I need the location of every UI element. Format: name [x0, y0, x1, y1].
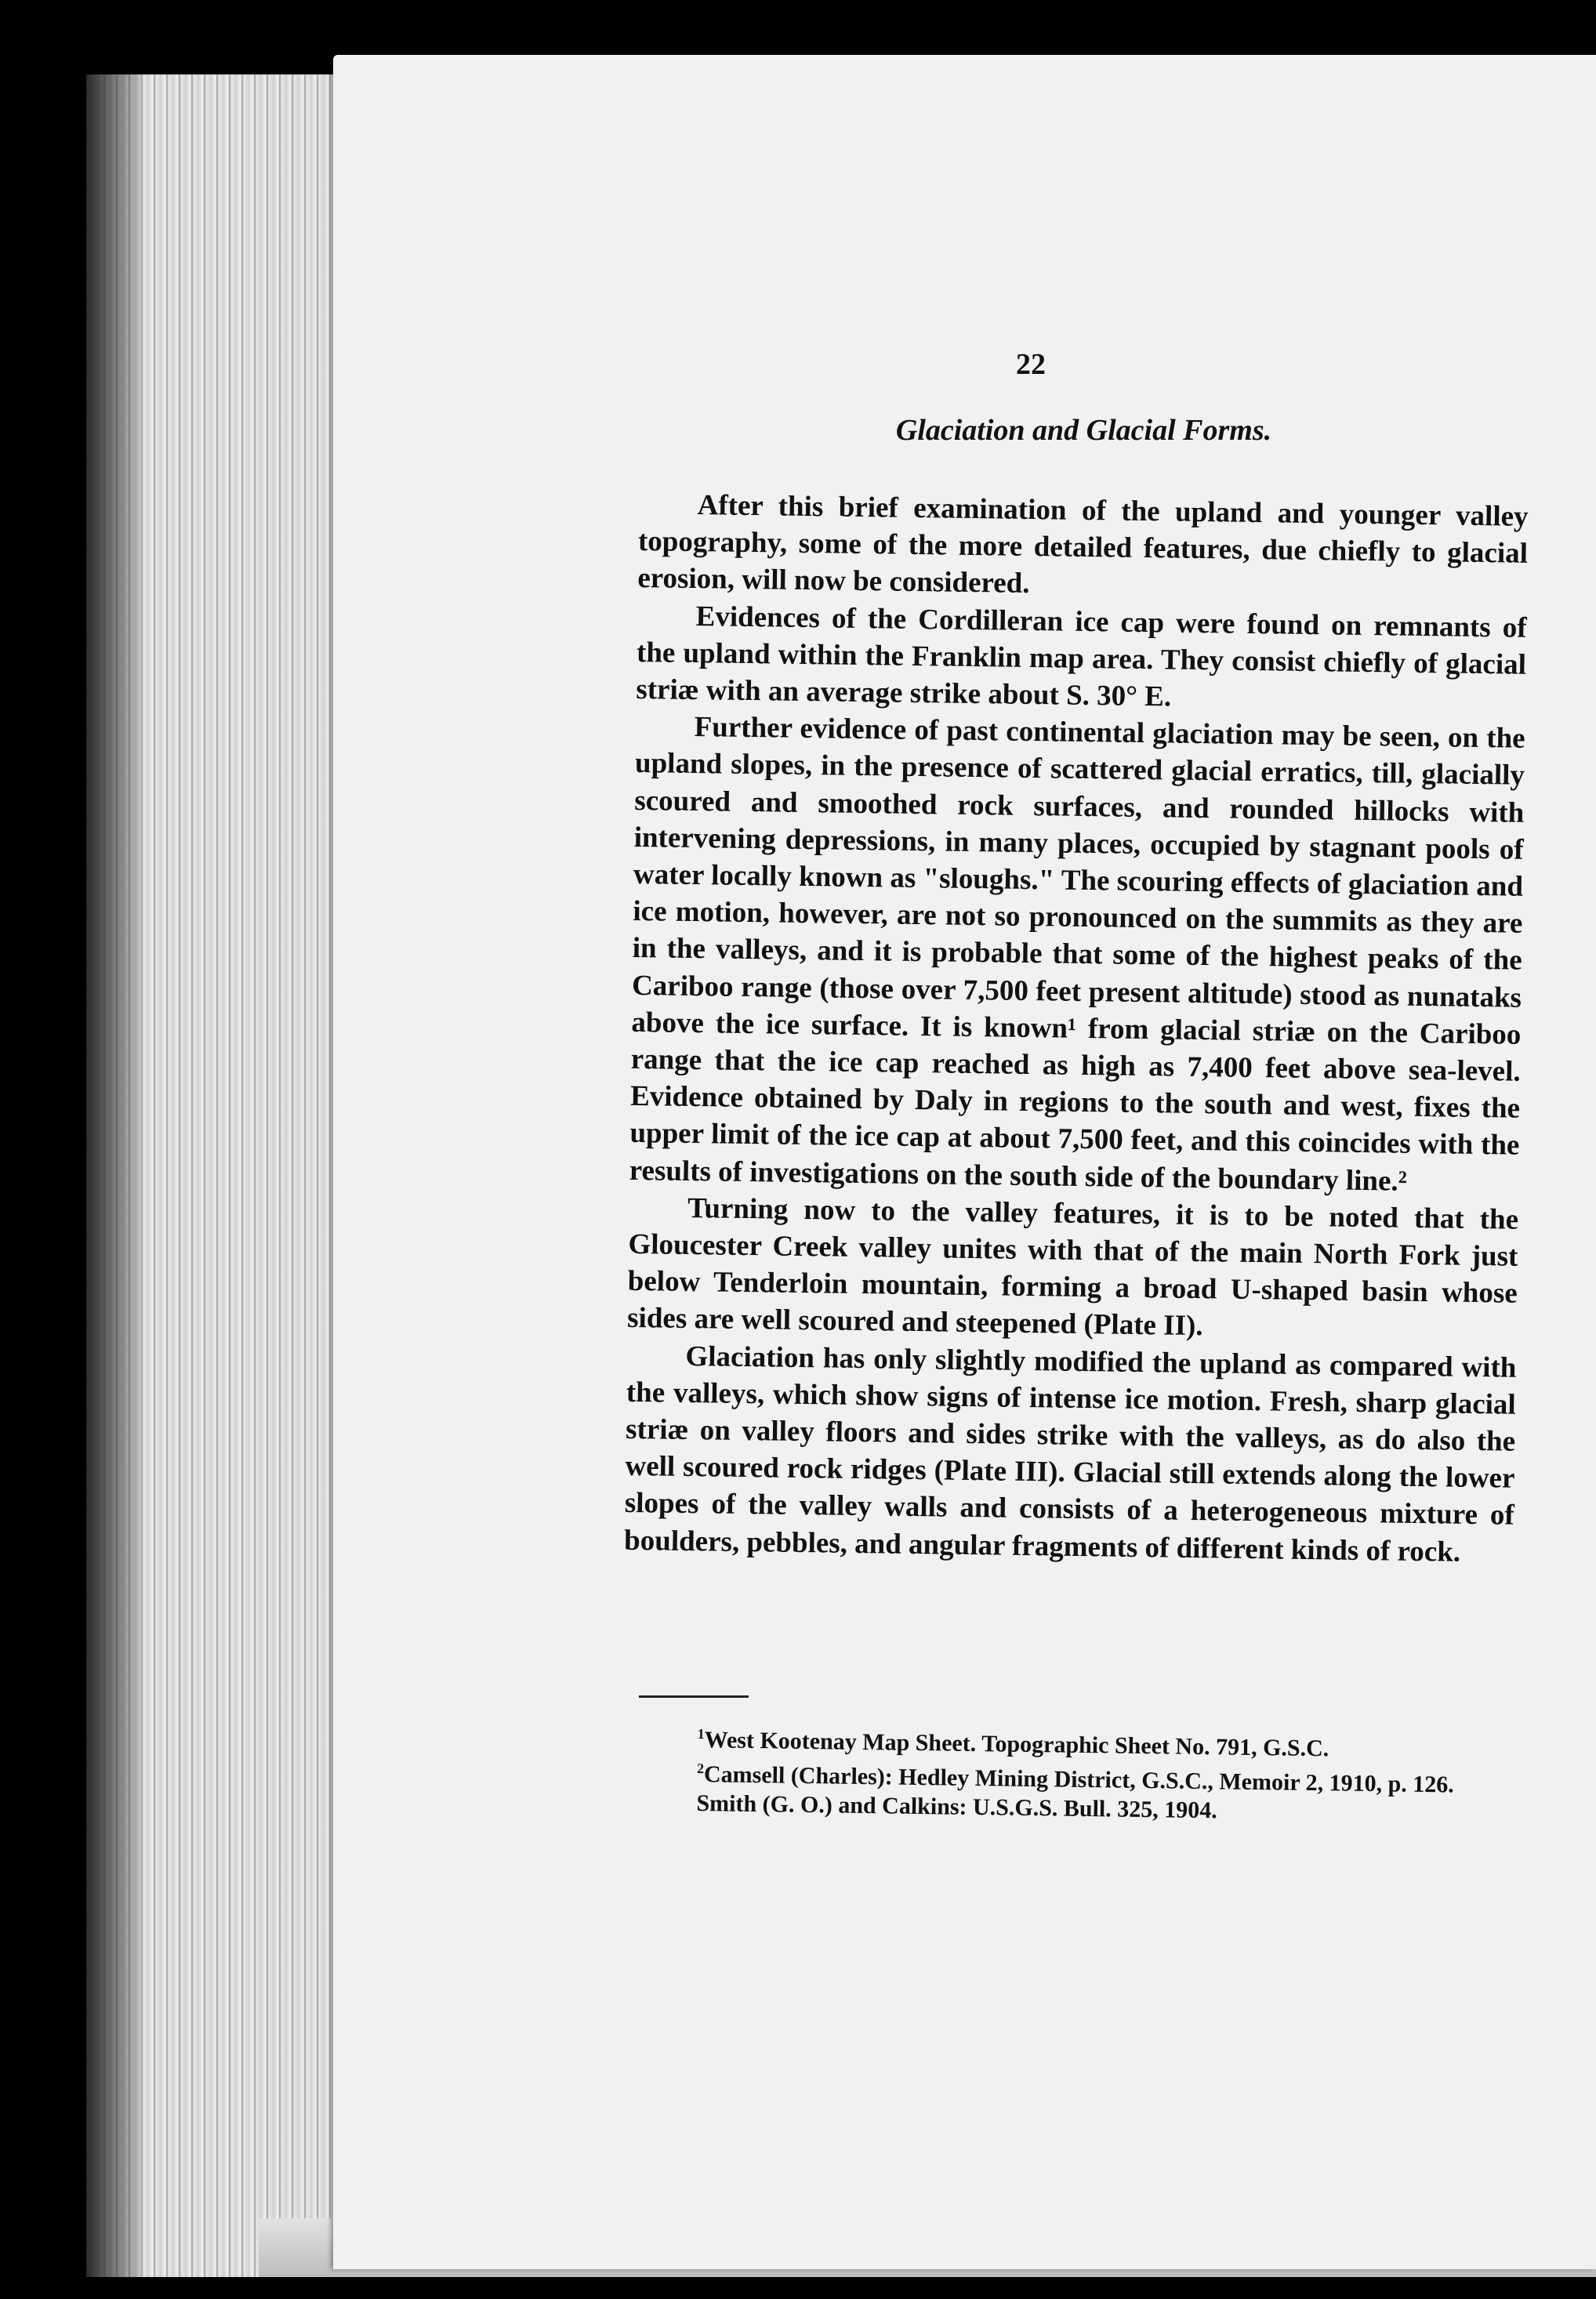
footnote-text: Camsell (Charles): Hedley Mining District, G.S.C., Memoir 2, 1910, p. 126.	[703, 1761, 1455, 1798]
paragraph: Evidences of the Cordilleran ice cap were found on remnants of the upland within the Franklin map area. They consist chiefly of glacial striæ with an average strike about S. 30° E.	[636, 600, 1527, 713]
footnote-text: West Kootenay Map Sheet. Topographic Sheet No. 791, G.S.C.	[704, 1727, 1329, 1762]
paragraph: Turning now to the valley features, it is to be noted that the Gloucester Creek valley unites with that of the main North Fork just below Tenderloin mountain, forming a broad U-shaped basin whose sides are well scoured and steepened (Plate II).	[626, 1191, 1519, 1343]
body-text	[624, 486, 1529, 1572]
footnote-marker: 2	[696, 1761, 705, 1777]
paragraph: Further evidence of past continental glaciation may be seen, on the upland slopes, in the presence of scattered glacial erratics, till, glacially scoured and smoothed rock surfaces, and rounded hillocks with intervening depressions, in many places, occupied by stagnant pools of water locally known as "sloughs." The scouring effects of glaciation and ice motion, however, are not so pronounced on the summits as they are in the valleys, and it is probable that some of the highest peaks of the Cariboo range (those over 7,500 feet present altitude) stood as nunataks above the ice surface. It is known¹ from glacial striæ on the Cariboo range that the ice cap reached as high as 7,400 feet above sea-level. Evidence obtained by Daly in regions to the south and west, fixes the upper limit of the ice cap at about 7,500 feet, and this coincides with the results of investigations on the south side of the boundary line.²	[629, 711, 1525, 1198]
binding-shadow	[86, 74, 141, 2277]
footnote-divider	[639, 1695, 749, 1698]
footnote-2-continuation: Smith (G. O.) and Calkins: U.S.G.S. Bull. 325, 1904.	[696, 1790, 1217, 1824]
paragraph: After this brief examination of the upland and younger valley topography, some of the more detailed features, due chiefly to glacial erosion, will now be considered.	[637, 489, 1529, 600]
page-number: 22	[1016, 348, 1046, 381]
footnotes	[637, 1719, 1529, 1829]
section-heading: Glaciation and Glacial Forms.	[895, 414, 1272, 447]
paragraph: Glaciation has only slightly modified the upland as compared with the valleys, which show signs of intense ice motion. Fresh, sharp glacial striæ on valley floors and sides strike with the valleys, as do also the well scoured rock ridges (Plate III). Glacial still extends along the lower slopes of the valley walls and consists of a heterogeneous mixture of boulders, pebbles, and angular fragments of different kinds of rock.	[623, 1340, 1517, 1568]
footnote-marker: 1	[697, 1726, 705, 1742]
